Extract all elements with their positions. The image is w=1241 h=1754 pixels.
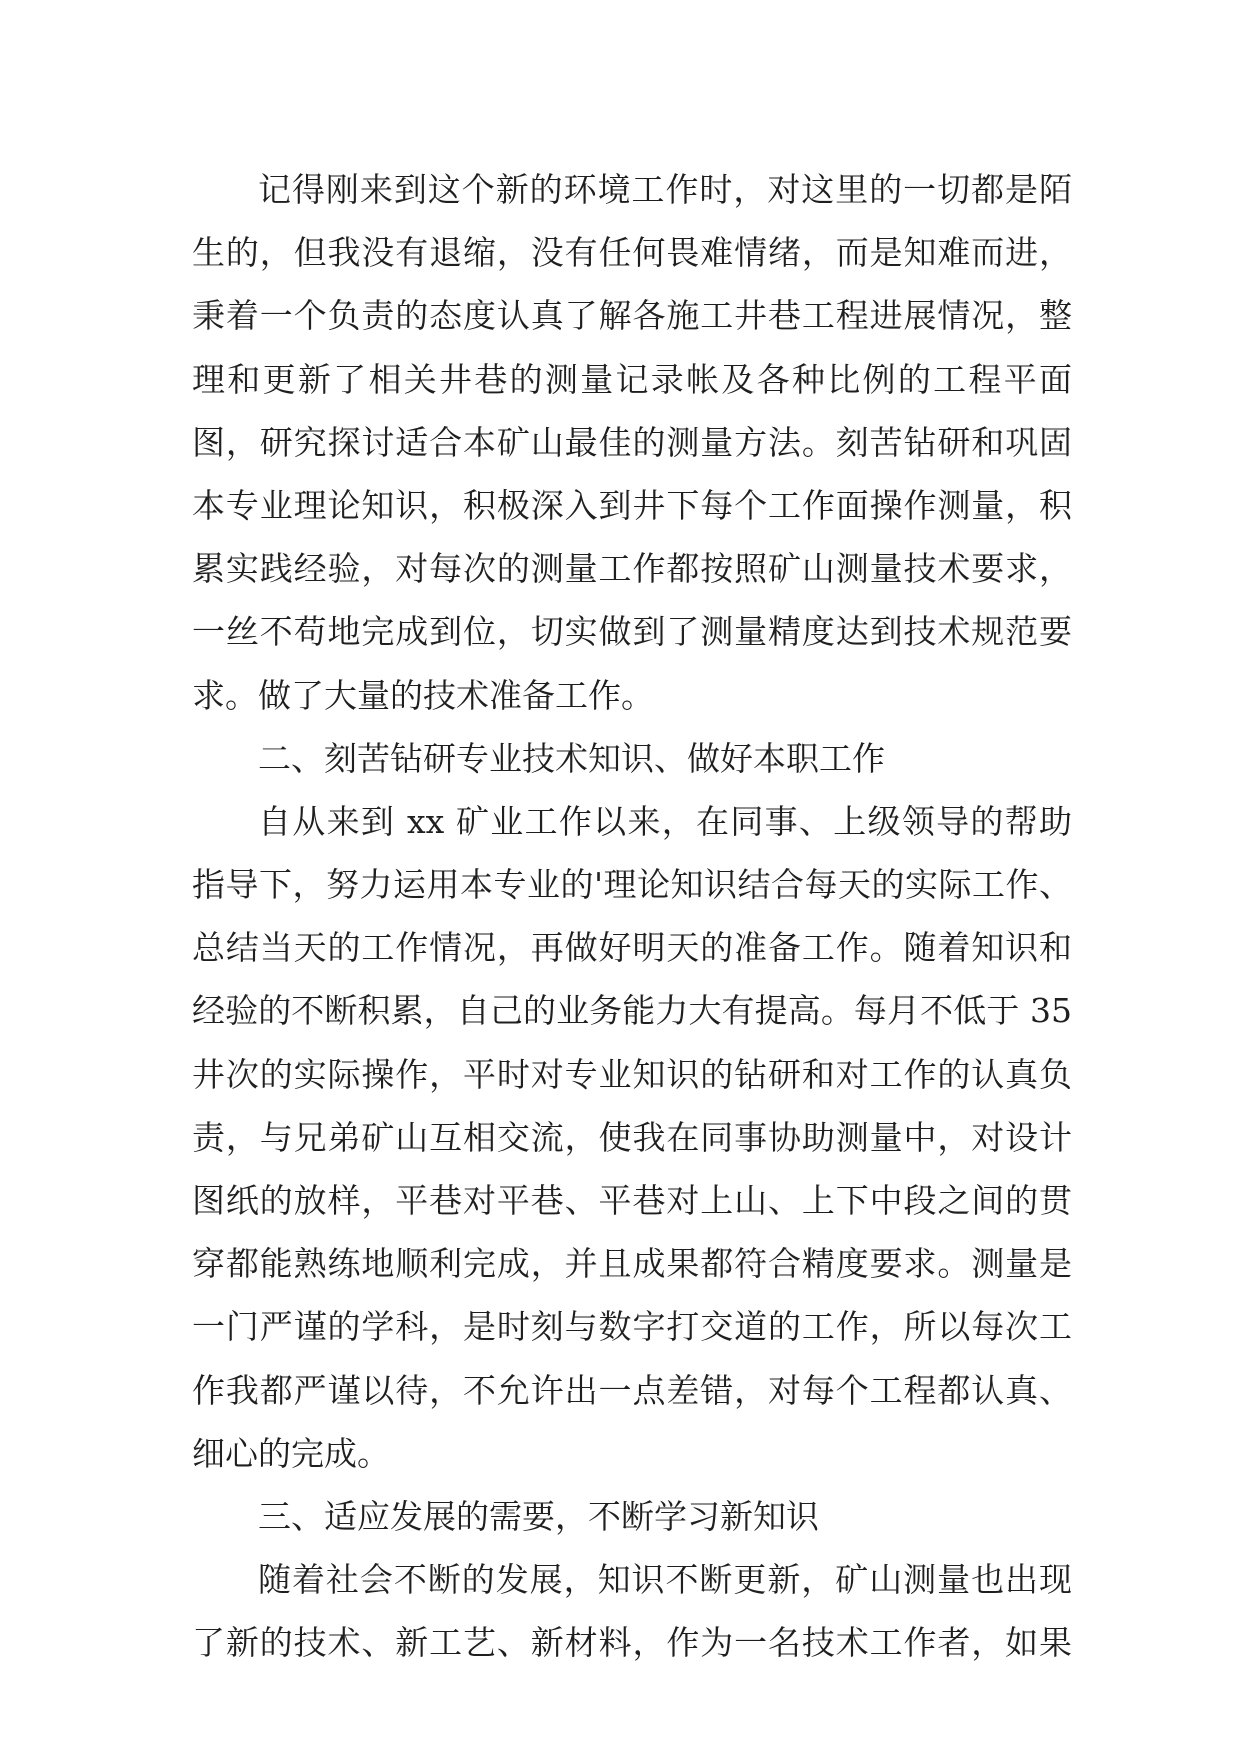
paragraph-line: 求。做了大量的技术准备工作。 [192, 675, 654, 715]
paragraph-line: 理和更新了相关井巷的测量记录帐及各种比例的工程平面 [192, 359, 1072, 399]
paragraph-line: 累实践经验，对每次的测量工作都按照矿山测量技术要求， [192, 549, 1072, 589]
paragraph-line: 本专业理论知识，积极深入到井下每个工作面操作测量，积 [192, 485, 1072, 525]
paragraph-line: 图纸的放样，平巷对平巷、平巷对上山、上下中段之间的贯 [192, 1181, 1072, 1220]
paragraph-line: 随着社会不断的发展，知识不断更新，矿山测量也出现 [258, 1560, 1072, 1600]
section-heading: 二、刻苦钻研专业技术知识、做好本职工作 [258, 738, 885, 778]
paragraph-line: 责，与兄弟矿山互相交流，使我在同事协助测量中，对设计 [192, 1117, 1072, 1157]
body-text [192, 158, 1072, 1675]
paragraph-line: 一丝不苟地完成到位，切实做到了测量精度达到技术规范要 [192, 612, 1072, 652]
paragraph-line: 自从来到 xx 矿业工作以来，在同事、上级领导的帮助 [258, 801, 1072, 841]
paragraph-line: 穿都能熟练地顺利完成，并且成果都符合精度要求。测量是 [192, 1244, 1072, 1284]
paragraph-line: 总结当天的工作情况，再做好明天的准备工作。随着知识和 [192, 928, 1072, 968]
paragraph-line: 图，研究探讨适合本矿山最佳的测量方法。刻苦钻研和巩固 [192, 422, 1072, 462]
paragraph-line: 记得刚来到这个新的环境工作时，对这里的一切都是陌 [258, 170, 1072, 209]
paragraph-line: 井次的实际操作，平时对专业知识的钻研和对工作的认真负 [192, 1054, 1072, 1094]
paragraph-line: 秉着一个负责的态度认真了解各施工井巷工程进展情况，整 [192, 296, 1072, 336]
paragraph-line: 细心的完成。 [192, 1433, 390, 1473]
paragraph-line: 一门严谨的学科，是时刻与数字打交道的工作，所以每次工 [192, 1307, 1072, 1347]
paragraph-line: 作我都严谨以待，不允许出一点差错，对每个工程都认真、 [192, 1370, 1072, 1410]
paragraph-line: 生的，但我没有退缩，没有任何畏难情绪，而是知难而进， [192, 233, 1072, 273]
paragraph-line: 了新的技术、新工艺、新材料，作为一名技术工作者，如果 [192, 1623, 1072, 1663]
section-heading: 三、适应发展的需要，不断学习新知识 [258, 1496, 819, 1536]
paragraph-line: 经验的不断积累，自己的业务能力大有提高。每月不低于 35 [192, 991, 1072, 1031]
paragraph-line: 指导下，努力运用本专业的'理论知识结合每天的实际工作、 [192, 865, 1072, 905]
